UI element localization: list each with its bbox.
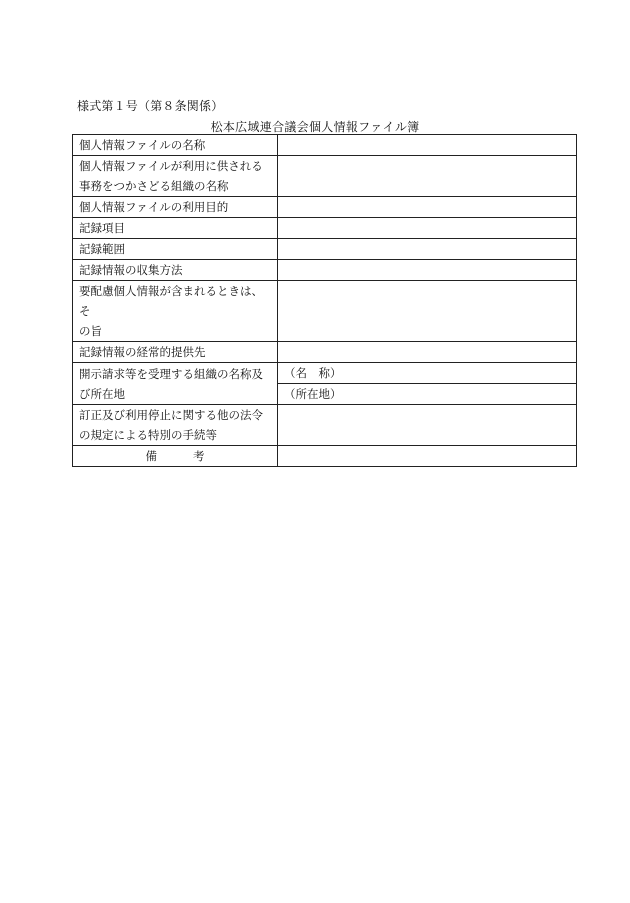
row-value-cell[interactable] [278,260,577,281]
personal-info-file-register-table [72,134,577,467]
table-row-organization [73,156,577,197]
row-value-cell[interactable] [278,239,577,260]
row-label-line: の規定による特別の手続等 [79,428,217,442]
office-name-field[interactable]: （名 称） [278,363,576,384]
row-label-line: 要配慮個人情報が含まれるときは、そ [79,284,263,318]
row-label [73,135,278,156]
row-value-cell[interactable] [278,342,577,363]
table-row-special-procedures [73,405,577,446]
row-label-line: 記録項目 [79,221,125,235]
row-label-line: 訂正及び利用停止に関する他の法令 [79,408,263,422]
table-row-record-items [73,218,577,239]
row-label [73,342,278,363]
form-number: 様式第１号（第８条関係） [77,99,224,113]
table-row-sensitive-info [73,281,577,342]
row-label [73,239,278,260]
row-label-line: 記録情報の経常的提供先 [79,345,206,359]
office-address-field[interactable]: （所在地） [284,387,342,401]
row-value-cell[interactable] [278,218,577,239]
row-label-line: 個人情報ファイルの名称 [79,138,206,152]
row-label-line: の旨 [79,324,102,338]
table-row-record-scope [73,239,577,260]
row-label [73,197,278,218]
table-row-remarks [73,446,577,467]
remarks-char: 備 [145,449,157,463]
row-label [73,281,278,342]
remarks-value-cell[interactable] [278,446,577,467]
row-label [73,218,278,239]
row-label-line: 個人情報ファイルが利用に供される [79,159,263,173]
row-value-cell[interactable] [278,405,577,446]
table-row-regular-recipients [73,342,577,363]
row-label-line: 開示請求等を受理する組織の名称及 [79,366,263,381]
row-value-cell [278,363,577,405]
row-label-line: 事務をつかさどる組織の名称 [79,179,229,193]
remarks-label [73,446,278,467]
row-value-cell[interactable] [278,197,577,218]
table-row-collection-method [73,260,577,281]
row-label [73,405,278,446]
row-label-line: 記録情報の収集方法 [79,263,183,277]
row-label [73,363,278,405]
table-row-purpose [73,197,577,218]
row-label-line: 個人情報ファイルの利用目的 [79,200,229,214]
row-label [73,156,278,197]
row-label [73,260,278,281]
row-value-cell[interactable] [278,135,577,156]
row-value-cell[interactable] [278,281,577,342]
table-row-file-name [73,135,577,156]
table-row-disclosure-office [73,363,577,405]
document-title: 松本広域連合議会個人情報ファイル簿 [210,120,420,134]
row-value-cell[interactable] [278,156,577,197]
remarks-char: 考 [193,449,205,463]
row-label-line: 記録範囲 [79,242,125,256]
row-label-line: び所在地 [79,386,125,401]
